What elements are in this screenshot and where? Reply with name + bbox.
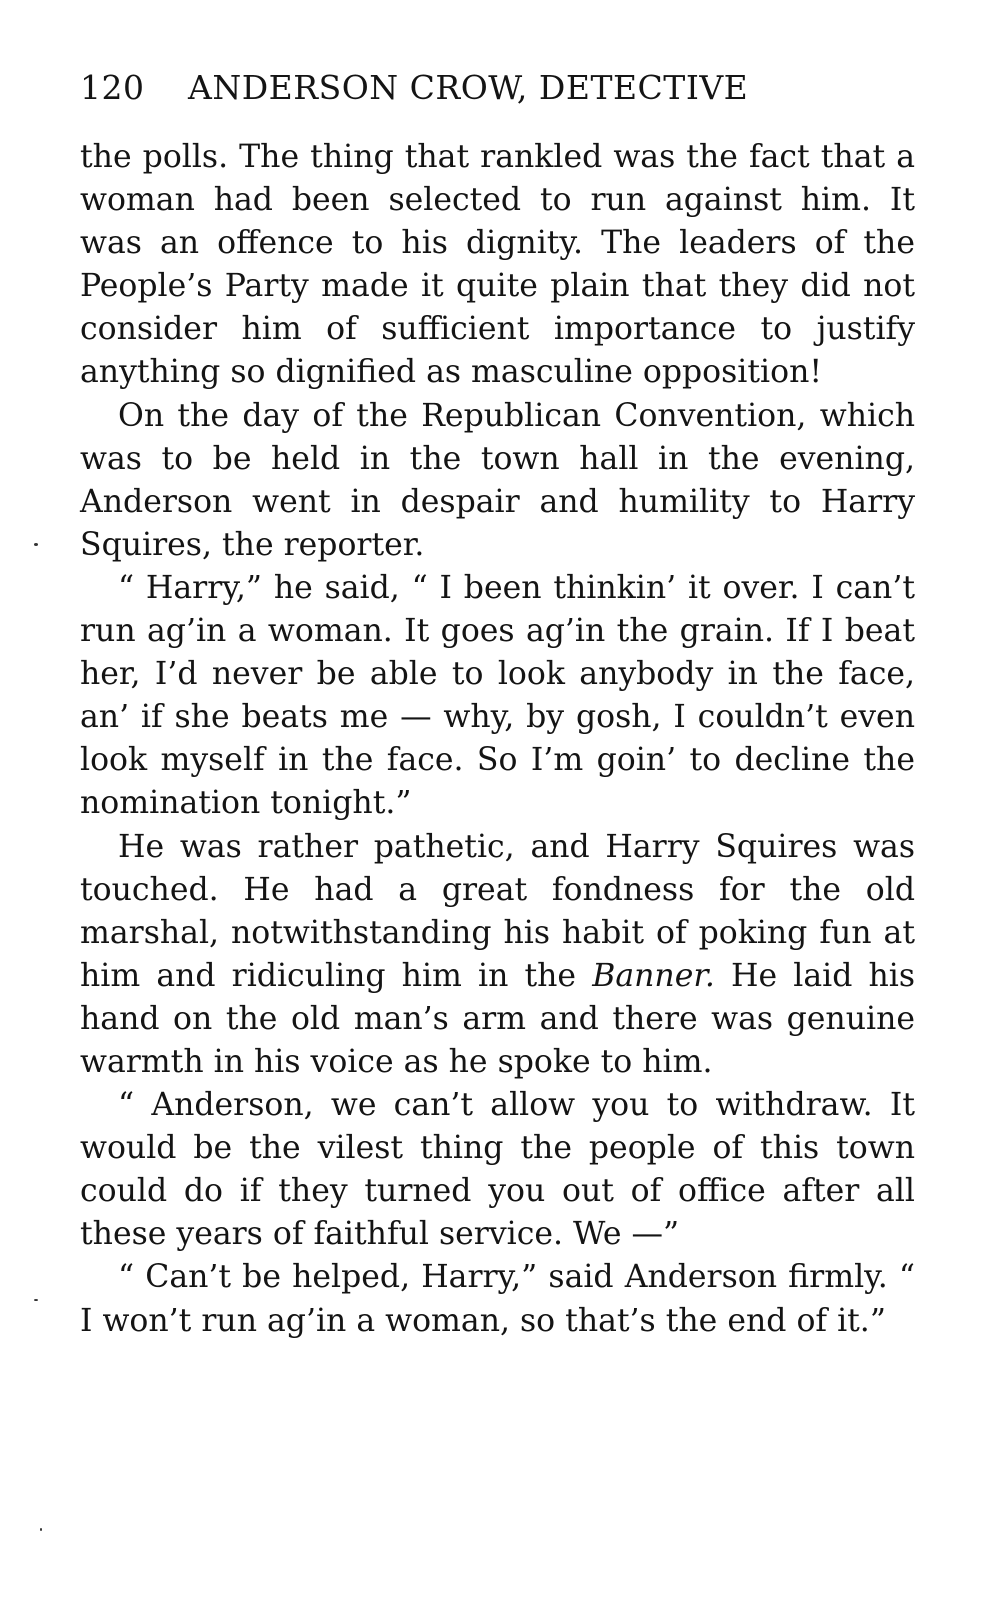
running-head	[80, 66, 910, 110]
paragraph-1: the polls. The thing that rankled was the fact that a woman had been selected to run against him. It was an offence to his dignity. The leaders of the People’s Party made it quite plain that they did not consider him of sufficient importance to justify anything so dignified as masculine opposition!	[80, 139, 915, 391]
scan-speck	[34, 1299, 38, 1301]
running-title: ANDERSON CROW, DETECTIVE	[188, 68, 749, 107]
paragraph-4-part-1: He was rather pathetic, and Harry Squires was touched. He had a great fondness for the old marshal, notwithstanding his habit of poking fun at him and ridiculing him in the	[80, 828, 915, 994]
scan-speck	[40, 1528, 42, 1531]
paragraph-4	[80, 826, 915, 1085]
paragraph-6: “ Can’t be helped, Harry,” said Anderson firmly. “ I won’t run ag’in a woman, so that’s the end of it.”	[80, 1259, 915, 1339]
body-text	[80, 136, 915, 1343]
paragraph-4-part-2: He laid his hand on the old man’s arm and there was genuine warmth in his voice as he spoke to him.	[80, 957, 916, 1080]
paragraph-5: “ Anderson, we can’t allow you to withdraw. It would be the vilest thing the people of this town could do if they turned you out of office after all these years of faithful service. We —”	[80, 1087, 915, 1253]
paragraph-2: On the day of the Republican Convention, which was to be held in the town hall in the evening, Anderson went in despair and humility to Harry Squires, the reporter.	[80, 397, 915, 563]
paragraph-3: “ Harry,” he said, “ I been thinkin’ it over. I can’t run ag’in a woman. It goes ag’in the grain. If I beat her, I’d never be able to look anybody in the face, an’ if she beats me — why, by gosh, I couldn’t even look myself in the face. So I’m goin’ to decline the nomination tonight.”	[80, 569, 915, 822]
scan-speck	[34, 543, 38, 546]
banner-title: Banner.	[592, 957, 715, 994]
page-number: 120	[80, 68, 145, 107]
